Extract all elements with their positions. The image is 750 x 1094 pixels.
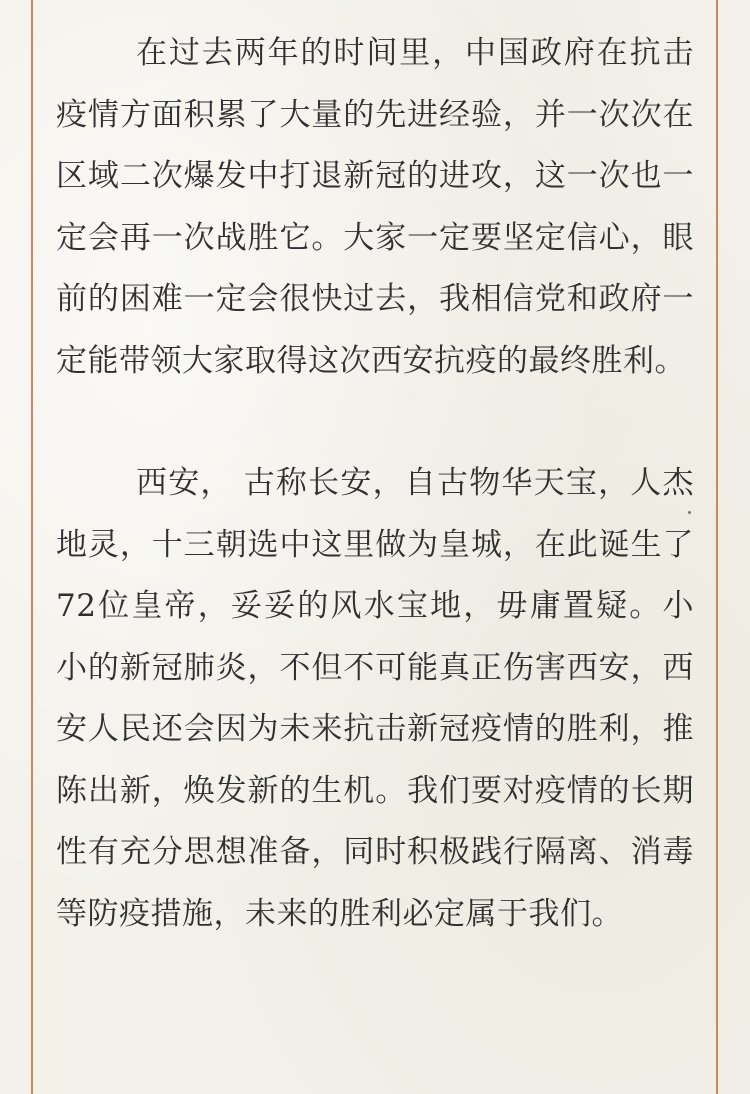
article-body bbox=[56, 23, 694, 945]
left-border-line bbox=[31, 0, 33, 1094]
paragraph-xian: 西安， 古称长安，自古物华天宝，人杰地灵，十三朝选中这里做为皇城，在此诞生了72位皇帝，妥妥的风水宝地，毋庸置疑。小小的新冠肺炎，不但不可能真正伤害西安，西安人民还会因为未来抗击新冠疫情的胜利，推陈出新，焕发新的生机。我们要对疫情的长期性有充分思想准备，同时积极践行隔离、消毒等防疫措施，未来的胜利必定属于我们。 bbox=[56, 465, 694, 932]
paragraph-confidence: 在过去两年的时间里，中国政府在抗击疫情方面积累了大量的先进经验，并一次次在区域二次爆发中打退新冠的进攻，这一次也一定会再一次战胜它。大家一定要坚定信心，眼前的困难一定会很快过去，我相信党和政府一定能带领大家取得这次西安抗疫的最终胜利。 bbox=[56, 35, 694, 379]
right-border-line bbox=[716, 0, 718, 1094]
